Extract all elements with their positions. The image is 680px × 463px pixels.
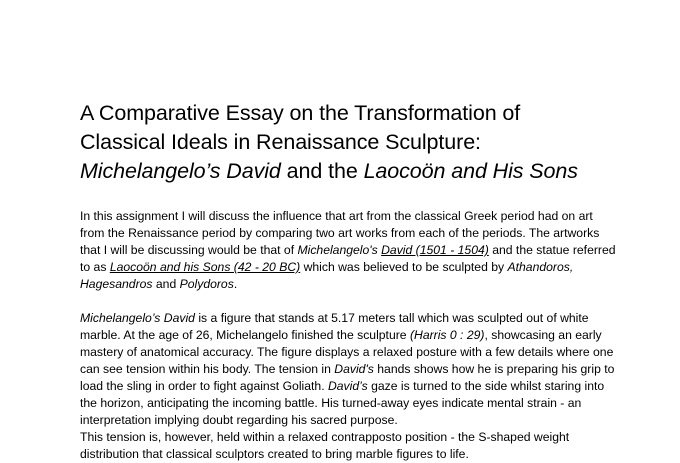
paragraph-david bbox=[80, 310, 620, 429]
intro-text-3: which was believed to be sculpted by bbox=[300, 260, 508, 274]
intro-text-2: and the statue referred to as bbox=[80, 243, 616, 274]
title-line-2: Classical Ideals in Renaissance Sculpture: bbox=[80, 130, 481, 154]
title-line-1: A Comparative Essay on the Transformation of bbox=[80, 101, 521, 125]
intro-text-1: In this assignment I will discuss the influence that art from the classical Greek period had on art from the Renaissance period by comparing two art works from each of the periods. The artworks that I will be discussing would be that of bbox=[80, 209, 600, 257]
sculptor-names: Athandoros, Hagesandros bbox=[80, 260, 574, 291]
david-text-1: is a figure that stands at 5.17 meters tall which was sculpted out of white marble. At the age of 26, Michelangelo finished the sculpture bbox=[80, 311, 589, 342]
essay-body bbox=[80, 208, 620, 463]
intro-and: and bbox=[152, 277, 180, 291]
david-text-4: gaze is turned to the side whilst staring into the horizon, anticipating the incoming battle. His turned-away eyes indicate mental strain - an interpretation implying doubt regarding his sacred purpose. bbox=[80, 379, 605, 427]
david-name: Michelangelo’s David bbox=[80, 311, 195, 325]
paragraph-intro bbox=[80, 208, 620, 293]
david-possessive-1: David's bbox=[334, 362, 374, 376]
intro-michelangelo: Michelangelo's bbox=[297, 243, 378, 257]
citation: (Harris 0 : 29) bbox=[409, 328, 485, 342]
essay-title bbox=[80, 99, 660, 186]
title-and-the: and the bbox=[280, 159, 364, 183]
david-possessive-2: David’s bbox=[327, 379, 368, 393]
sculptor-polydoros: Polydoros bbox=[179, 277, 234, 291]
david-text-2: , showcasing an early mastery of anatomical accuracy. The figure displays a relaxed posture with a few details where one can see tension within his body. The tension in bbox=[80, 328, 614, 376]
intro-period: . bbox=[233, 277, 238, 291]
laocoon-reference: Laocoön and his Sons (42 - 20 BC) bbox=[109, 260, 301, 274]
title-laocoon: Laocoön and His Sons bbox=[363, 159, 578, 183]
paragraph-contrapposto: This tension is, however, held within a relaxed contrapposto position - the S-shaped weight distribution that classical sculptors created to bring marble figures to life. bbox=[80, 430, 570, 461]
david-reference: David (1501 - 1504) bbox=[381, 243, 489, 257]
title-david: Michelangelo’s David bbox=[80, 159, 281, 183]
david-text-3: hands shows how he is preparing his grip to load the sling in order to fight against Goliath. bbox=[80, 362, 615, 393]
